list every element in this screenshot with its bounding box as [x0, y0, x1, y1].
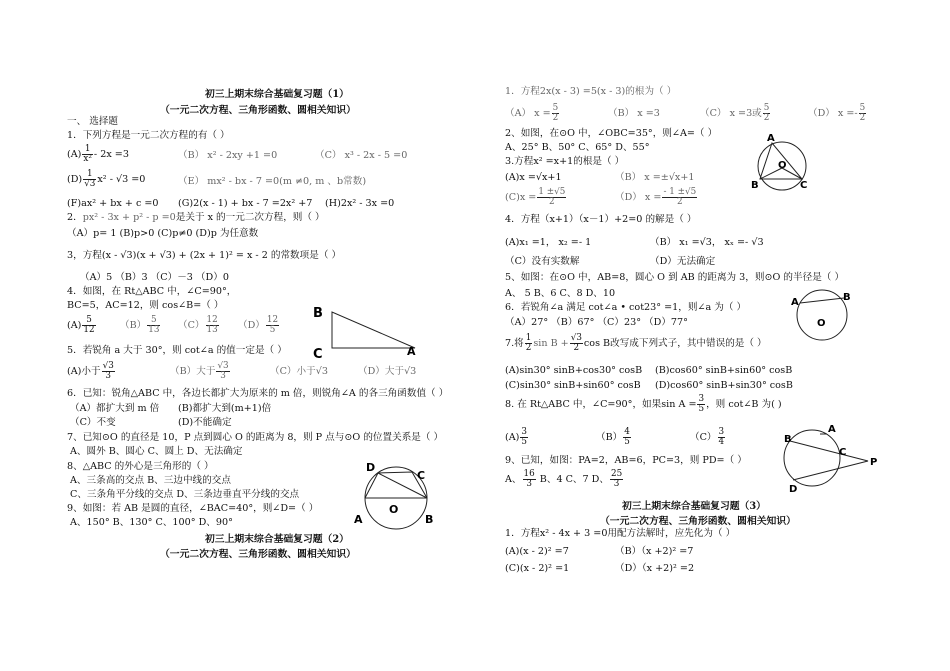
r-q10-option-a: (A)(x - 2)² =7 — [505, 546, 569, 557]
r-q1-option-c: （C） x =3或 $\frac{5}{2}$ — [700, 103, 770, 123]
q4-option-c: （C） $\frac{12}{13}$ — [178, 315, 218, 335]
fig1-label-c: C — [800, 180, 808, 191]
r-q1-option-d: （D） x =- $\frac{5}{2}$ — [808, 103, 866, 123]
r-q4-option-a: (A)x₁ =1， x₂ =- 1 — [505, 237, 592, 248]
figure-circle-q9 — [345, 455, 445, 533]
q1-option-a: (A) $\frac{1}{\text{x²}}$ - 2x =3 — [67, 144, 129, 164]
q3-options: （A）5 （B）3 （C）－3 （D）0 — [80, 272, 229, 283]
r-q3-option-d: （D） x = $\frac{- 1 \pm√5}{2}$ — [615, 187, 697, 207]
q1-option-d: (D) $\frac{1}{√3}$ x² - √3 =0 — [67, 169, 146, 189]
r-q3-option-b: （B） x =±√x+1 — [615, 172, 695, 183]
title-3: 初三上期末综合基础复习题（3） — [622, 501, 766, 512]
r-q1-option-b: （B） x =3 — [608, 108, 660, 119]
fig-tri-label-a: A — [407, 345, 416, 358]
r-q4-option-b: （B） x₁ =√3， xₓ =- √3 — [650, 237, 764, 248]
figure-right-triangle — [305, 300, 425, 365]
r-q5-stem: 5、如图：在⊙O 中，AB=8，圆心 O 到 AB 的距离为 3，则⊙O 的半径是（ ） — [505, 272, 845, 283]
r-q8-stem: 8. 在 Rt△ABC 中，∠C=90°，如果sin A = $\frac{3}{5}$ ，则 cot∠B 为( ) — [505, 394, 782, 414]
q6-option-d: (D)不能确定 — [178, 417, 232, 428]
r-q10-stem: 1．方程x² - 4x + 3 =0用配方法解时，应先化为（ ） — [505, 528, 736, 539]
fig1-label-b: B — [751, 180, 759, 191]
fig3-label-c: C — [839, 447, 847, 458]
fig-circ-label-a: A — [354, 513, 363, 526]
r-q5-options: A、 5 B、6 C、8 D、10 — [505, 288, 616, 299]
q4-stem-line2: BC=5，AC=12，则 cos∠B=（ ） — [67, 300, 224, 311]
subtitle-2: （一元二次方程、三角形函数、圆相关知识） — [160, 549, 356, 560]
r-q3-option-c: (C)x = $\frac{1 \pm√5}{2}$ — [505, 187, 566, 207]
q6-option-c: （C）不变 — [70, 417, 116, 428]
q9-stem: 9、如图：若 AB 是圆的直径，∠BAC=40°，则∠D=（ ） — [67, 503, 319, 514]
fig3-label-d: D — [789, 484, 798, 495]
q9-options: A、150° B、130° C、100° D、90° — [70, 517, 233, 528]
q5-stem: 5．若锐角 a 大于 30°，则 cot∠a 的值一定是（ ） — [67, 345, 287, 356]
fig-circ-label-o: O — [389, 503, 399, 516]
r-q10-option-c: (C)(x - 2)² =1 — [505, 563, 570, 574]
q4-option-b: （B） $\frac{5}{13}$ — [120, 315, 160, 335]
q7-stem: 7、已知⊙O 的直径是 10，P 点到圆心 O 的距离为 8，则 P 点与⊙O 的位置关系是（ ） — [67, 432, 444, 443]
r-q8-option-c: （C） $\frac{3}{4}$ — [690, 427, 725, 447]
r-q1-stem: 1．方程2x(x - 3) =5(x - 3)的根为（ ） — [505, 86, 677, 97]
q1-option-h: (H)2x² - 3x =0 — [325, 198, 395, 209]
q4-option-a: (A) $\frac{5}{12}$ — [67, 315, 95, 335]
q8-options-cd: C、三条角平分线的交点 D、三条边垂直平分线的交点 — [70, 489, 300, 500]
fig3-label-a: A — [828, 424, 836, 435]
fig-tri-label-c: C — [313, 347, 323, 362]
section-choice: 一、 选择题 — [67, 116, 119, 127]
figure-circle-q5 — [788, 285, 858, 345]
fig3-label-p: P — [870, 457, 878, 468]
fig2-label-o: O — [817, 318, 826, 329]
title-1: 初三上期末综合基础复习题（1） — [205, 89, 349, 100]
q2-options: （A）p= 1 (B)p>0 (C)p≠0 (D)p 为任意数 — [67, 228, 259, 239]
r-q7-option-a: (A)sin30° sinB+cos30° cosB — [505, 365, 643, 376]
q6-option-a: （A）都扩大到 m 倍 — [70, 403, 160, 414]
q1-option-c: （C） x³ - 2x - 5 =0 — [315, 150, 408, 161]
r-q4-option-d: （D）无法确定 — [650, 256, 716, 267]
q1-option-e: （E） mx² - bx - 7 =0(m ≠0, m 、b常数) — [178, 176, 367, 187]
q5-option-b: （B）大于 $\frac{√3}{3}$ — [170, 361, 229, 381]
q8-options-ab: A、三条高的交点 B、三边中线的交点 — [70, 475, 231, 486]
r-q4-option-c: （C）没有实数解 — [505, 256, 580, 267]
q1-option-b: （B） x² - 2xy +1 =0 — [178, 150, 278, 161]
fig-tri-label-b: B — [313, 306, 323, 321]
r-q7-option-d: (D)cos60° sinB+sin30° cosB — [655, 380, 793, 391]
r-q7-option-b: (B)cos60° sinB+sin60° cosB — [655, 365, 793, 376]
q7-options: A、圆外 B、圆心 C、圆上 D、无法确定 — [70, 446, 243, 457]
q6-option-b: (B)都扩大到(m+1)倍 — [178, 403, 272, 414]
r-q10-option-b: （B）（x +2)² =7 — [615, 546, 694, 557]
r-q2-stem: 2、如图，在⊙O 中，∠OBC=35°，则∠A=（ ） — [505, 128, 718, 139]
r-q6-options: （A）27° （B）67° （C）23° （D）77° — [505, 317, 688, 328]
q1-option-f: (F)ax² + bx + c =0 — [67, 198, 159, 209]
r-q3-stem: 3.方程x² =x+1的根是（ ） — [505, 156, 625, 167]
fig-circ-label-d: D — [366, 461, 376, 474]
subtitle-1: （一元二次方程、三角形函数、圆相关知识） — [160, 105, 356, 116]
r-q4-stem: 4．方程（x+1）（x－1）+2=0 的解是（ ） — [505, 214, 697, 225]
r-q2-options: A、25° B、50° C、65° D、55° — [505, 142, 650, 153]
title-2: 初三上期末综合基础复习题（2） — [205, 534, 349, 545]
q3-stem: 3，方程(x - √3)(x + √3) + (2x + 1)² = x - 2 的常数项是（ ） — [67, 250, 342, 261]
q1-option-g: (G)2(x - 1) + bx - 7 =2x² +7 — [178, 198, 313, 209]
r-q3-option-a: (A)x =√x+1 — [505, 172, 562, 183]
fig2-label-a: A — [791, 297, 799, 308]
r-q7-option-c: (C)sin30° sinB+sin60° cosB — [505, 380, 641, 391]
r-q8-option-b: （B） $\frac{4}{5}$ — [596, 427, 630, 447]
r-q7-stem: 7.将 $\frac{1}{2}$ sin B + $\frac{√3}{2}$ cos B改写成下列式子，其中错误的是（ ） — [505, 333, 767, 353]
q5-option-a: (A)小于 $\frac{√3}{3}$ — [67, 361, 114, 381]
q1-stem: 1．下列方程是一元二次方程的有（ ） — [67, 130, 230, 141]
fig1-label-o: O — [778, 160, 787, 171]
r-q10-option-d: （D）（x +2)² =2 — [615, 563, 695, 574]
subtitle-3: （一元二次方程、三角形函数、圆相关知识） — [600, 516, 796, 527]
q2-stem: 2．px² - 3x + p² - p =0是关于 x 的一元二次方程，则（ ） — [67, 212, 325, 223]
figure-secants-q9 — [780, 422, 880, 497]
fig2-label-b: B — [843, 292, 851, 303]
q8-stem: 8、△ABC 的外心是三角形的（ ） — [67, 461, 214, 472]
q5-option-c: （C）小于√3 — [270, 366, 328, 377]
r-q8-option-a: (A) $\frac{3}{5}$ — [505, 427, 528, 447]
r-q9-options: A、 $\frac{16}{3}$ B、4 C、7 D、 $\frac{25}{3}$ — [505, 469, 623, 489]
q4-stem-line1: 4．如图，在 Rt△ABC 中，∠C=90°， — [67, 286, 237, 297]
fig-circ-label-b: B — [425, 513, 434, 526]
figure-circle-q2 — [750, 130, 820, 195]
q5-option-d: （D）大于√3 — [358, 366, 417, 377]
r-q6-stem: 6．若锐角∠a 满足 cot∠a • cot23° =1，则∠a 为（ ） — [505, 302, 747, 313]
q4-option-d: （D） $\frac{12}{5}$ — [238, 315, 279, 335]
fig3-label-b: B — [784, 434, 792, 445]
r-q9-stem: 9、已知，如图：PA=2，AB=6，PC=3，则 PD=（ ） — [505, 455, 747, 466]
r-q1-option-a: （A） x = $\frac{5}{2}$ — [505, 103, 559, 123]
fig-circ-label-c: C — [417, 469, 426, 482]
q6-stem: 6．已知：锐角△ABC 中，各边长都扩大为原来的 m 倍，则锐角∠A 的各三角函数值（ ） — [67, 388, 449, 399]
fig1-label-a: A — [767, 133, 775, 144]
